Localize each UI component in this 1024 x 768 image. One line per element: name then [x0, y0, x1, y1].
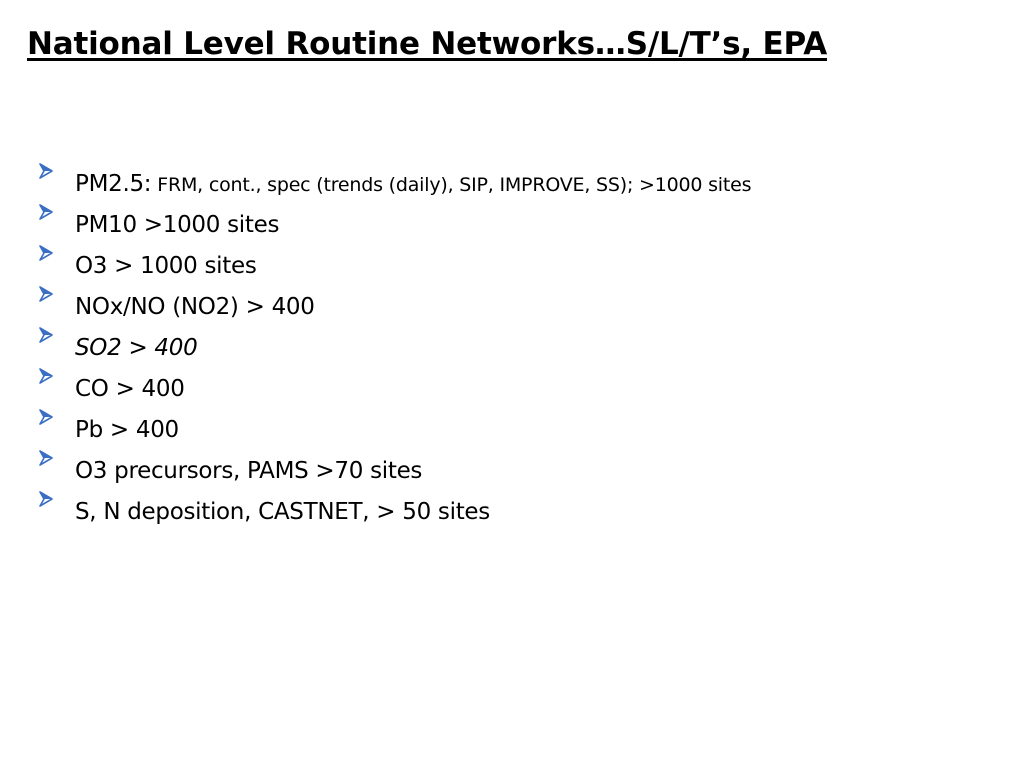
arrow-bullet-icon	[38, 232, 75, 273]
arrow-bullet-icon	[38, 437, 75, 478]
bullet-label: CO > 400	[75, 376, 185, 402]
arrow-bullet-icon	[38, 273, 75, 314]
bullet-item-pm25	[38, 150, 752, 197]
arrow-bullet-icon	[38, 314, 75, 355]
bullet-label: O3 > 1000 sites	[75, 253, 257, 279]
bullet-label: SO2 > 400	[75, 335, 198, 361]
arrow-bullet-icon	[38, 355, 75, 396]
bullet-label: PM2.5:	[75, 171, 152, 197]
bullet-label: PM10 >1000 sites	[75, 212, 280, 238]
bullet-list	[38, 150, 752, 525]
bullet-label: NOx/NO (NO2) > 400	[75, 294, 315, 320]
arrow-bullet-icon	[38, 150, 75, 191]
slide-title: National Level Routine Networks…S/L/T’s, EPA	[27, 26, 828, 62]
bullet-detail: FRM, cont., spec (trends (daily), SIP, IMPROVE, SS); >1000 sites	[157, 174, 752, 196]
bullet-label: O3 precursors, PAMS >70 sites	[75, 458, 423, 484]
arrow-bullet-icon	[38, 191, 75, 232]
arrow-bullet-icon	[38, 478, 75, 519]
bullet-label: Pb > 400	[75, 417, 179, 443]
arrow-bullet-icon	[38, 396, 75, 437]
bullet-label: S, N deposition, CASTNET, > 50 sites	[75, 499, 490, 525]
